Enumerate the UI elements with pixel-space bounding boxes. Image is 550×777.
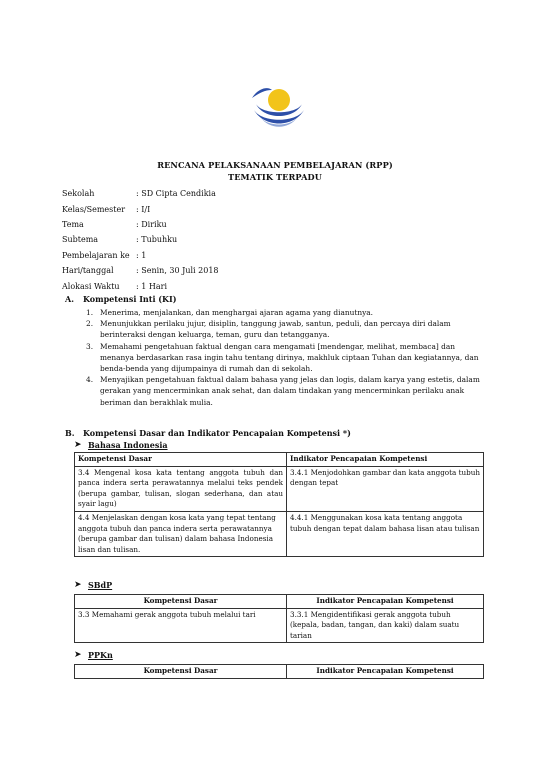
table-cell: 3.3 Memahami gerak anggota tubuh melalui tari	[75, 608, 287, 643]
table-row	[75, 511, 484, 556]
info-row	[62, 217, 219, 232]
info-label: Kelas/Semester	[62, 204, 126, 214]
subject-name: SBdP	[88, 580, 113, 590]
subject-name: PPKn	[88, 650, 113, 660]
info-label: Hari/tanggal	[62, 266, 114, 276]
column-header: Kompetensi Dasar	[75, 453, 287, 467]
list-item	[86, 307, 491, 318]
competency-table-ppkn	[74, 664, 484, 679]
table-row	[75, 608, 484, 643]
column-header: Indikator Pencapaian Kompetensi	[287, 595, 484, 609]
list-text: Menyajikan pengetahuan faktual dalam bahasa yang jelas dan logis, dalam karya yang estetis, dalam gerakan yang mencerminkan anak sehat, dan dalam tindakan yang mencerminkan perilaku anak beriman dan berakhlak mulia.	[100, 375, 480, 407]
info-row	[62, 232, 219, 247]
school-logo-icon	[250, 82, 308, 134]
subject-name: Bahasa Indonesia	[88, 440, 168, 450]
column-header: Kompetensi Dasar	[75, 665, 287, 679]
list-text: Menerima, menjalankan, dan menghargai ajaran agama yang dianutnya.	[100, 308, 374, 317]
core-competency-list	[86, 307, 491, 408]
column-header: Kompetensi Dasar	[75, 595, 287, 609]
table-row	[75, 466, 484, 511]
info-value: : I/I	[136, 204, 151, 214]
arrow-bullet-icon: ➤	[74, 440, 82, 450]
arrow-bullet-icon: ➤	[74, 650, 82, 660]
info-row	[62, 263, 219, 278]
info-label: Subtema	[62, 235, 99, 245]
info-value: : Tubuhku	[136, 235, 178, 245]
list-item	[86, 318, 491, 340]
document-title: RENCANA PELAKSANAAN PEMBELAJARAN (RPP)	[157, 160, 393, 170]
section-title: Kompetensi Dasar dan Indikator Pencapaian Kompetensi *)	[83, 428, 351, 438]
info-label: Pembelajaran ke	[62, 250, 130, 260]
arrow-bullet-icon: ➤	[74, 580, 82, 590]
table-header-row	[75, 453, 484, 467]
info-row	[62, 278, 219, 293]
list-number: 4.	[86, 375, 94, 385]
table-cell: 3.4 Mengenal kosa kata tentang anggota tubuh dan panca indera serta perawatannya melalui teks pendek (berupa gambar, tulisan, slogan sederhana, dan atau syair lagu)	[75, 466, 287, 511]
section-letter: B.	[65, 428, 75, 438]
list-text: Memahami pengetahuan faktual dengan cara mengamati [mendengar, melihat, membaca] dan menanya berdasarkan rasa ingin tahu tentang dirinya, makhluk ciptaan Tuhan dan kegiatannya, dan benda-benda yang dijumpainya di rumah dan di sekolah.	[100, 341, 479, 374]
list-number: 2.	[86, 319, 94, 329]
section-a-heading	[65, 294, 177, 304]
list-item	[86, 374, 491, 408]
section-b-heading	[65, 428, 351, 438]
table-cell: 3.3.1 Mengidentifikasi gerak anggota tubuh (kepala, badan, tangan, dan kaki) dalam suatu tarian	[287, 608, 484, 643]
info-value: : 1 Hari	[136, 281, 167, 291]
identity-block	[62, 186, 219, 294]
info-row	[62, 186, 219, 201]
info-value: : Senin, 30 Juli 2018	[136, 266, 219, 276]
info-value: : 1	[136, 250, 147, 260]
document-subtitle: TEMATIK TERPADU	[228, 172, 322, 182]
table-cell: 3.4.1 Menjodohkan gambar dan kata anggota tubuh dengan tepat	[287, 466, 484, 511]
table-cell: 4.4.1 Menggunakan kosa kata tentang anggota tubuh dengan tepat dalam bahasa lisan atau tulisan	[287, 511, 484, 556]
table-cell: 4.4 Menjelaskan dengan kosa kata yang tepat tentang anggota tubuh dan panca indera serta perawatannya (berupa gambar dan tulisan) dalam bahasa Indonesia lisan dan tulisan.	[75, 511, 287, 556]
info-label: Tema	[62, 219, 84, 229]
subject-heading-sbdp	[74, 580, 112, 590]
competency-table-sbdp	[74, 594, 484, 643]
table-header-row	[75, 595, 484, 609]
info-value: : SD Cipta Cendikia	[136, 189, 216, 199]
table-header-row	[75, 665, 484, 679]
info-row	[62, 248, 219, 263]
list-number: 3.	[86, 341, 94, 351]
competency-table-bahasa-indonesia	[74, 452, 484, 557]
list-number: 1.	[86, 308, 94, 317]
subject-heading-ppkn	[74, 650, 113, 660]
info-row	[62, 201, 219, 216]
info-value: : Diriku	[136, 219, 167, 229]
info-label: Alokasi Waktu	[62, 281, 120, 291]
section-title: Kompetensi Inti (KI)	[83, 294, 177, 304]
column-header: Indikator Pencapaian Kompetensi	[287, 453, 484, 467]
column-header: Indikator Pencapaian Kompetensi	[287, 665, 484, 679]
info-label: Sekolah	[62, 189, 95, 199]
list-item	[86, 341, 491, 375]
section-letter: A.	[65, 294, 74, 304]
subject-heading-bahasa-indonesia	[74, 440, 168, 450]
list-text: Menunjukkan perilaku jujur, disiplin, tanggung jawab, santun, peduli, dan percaya diri dalam berinteraksi dengan keluarga, teman, guru dan tetangganya.	[100, 319, 451, 340]
